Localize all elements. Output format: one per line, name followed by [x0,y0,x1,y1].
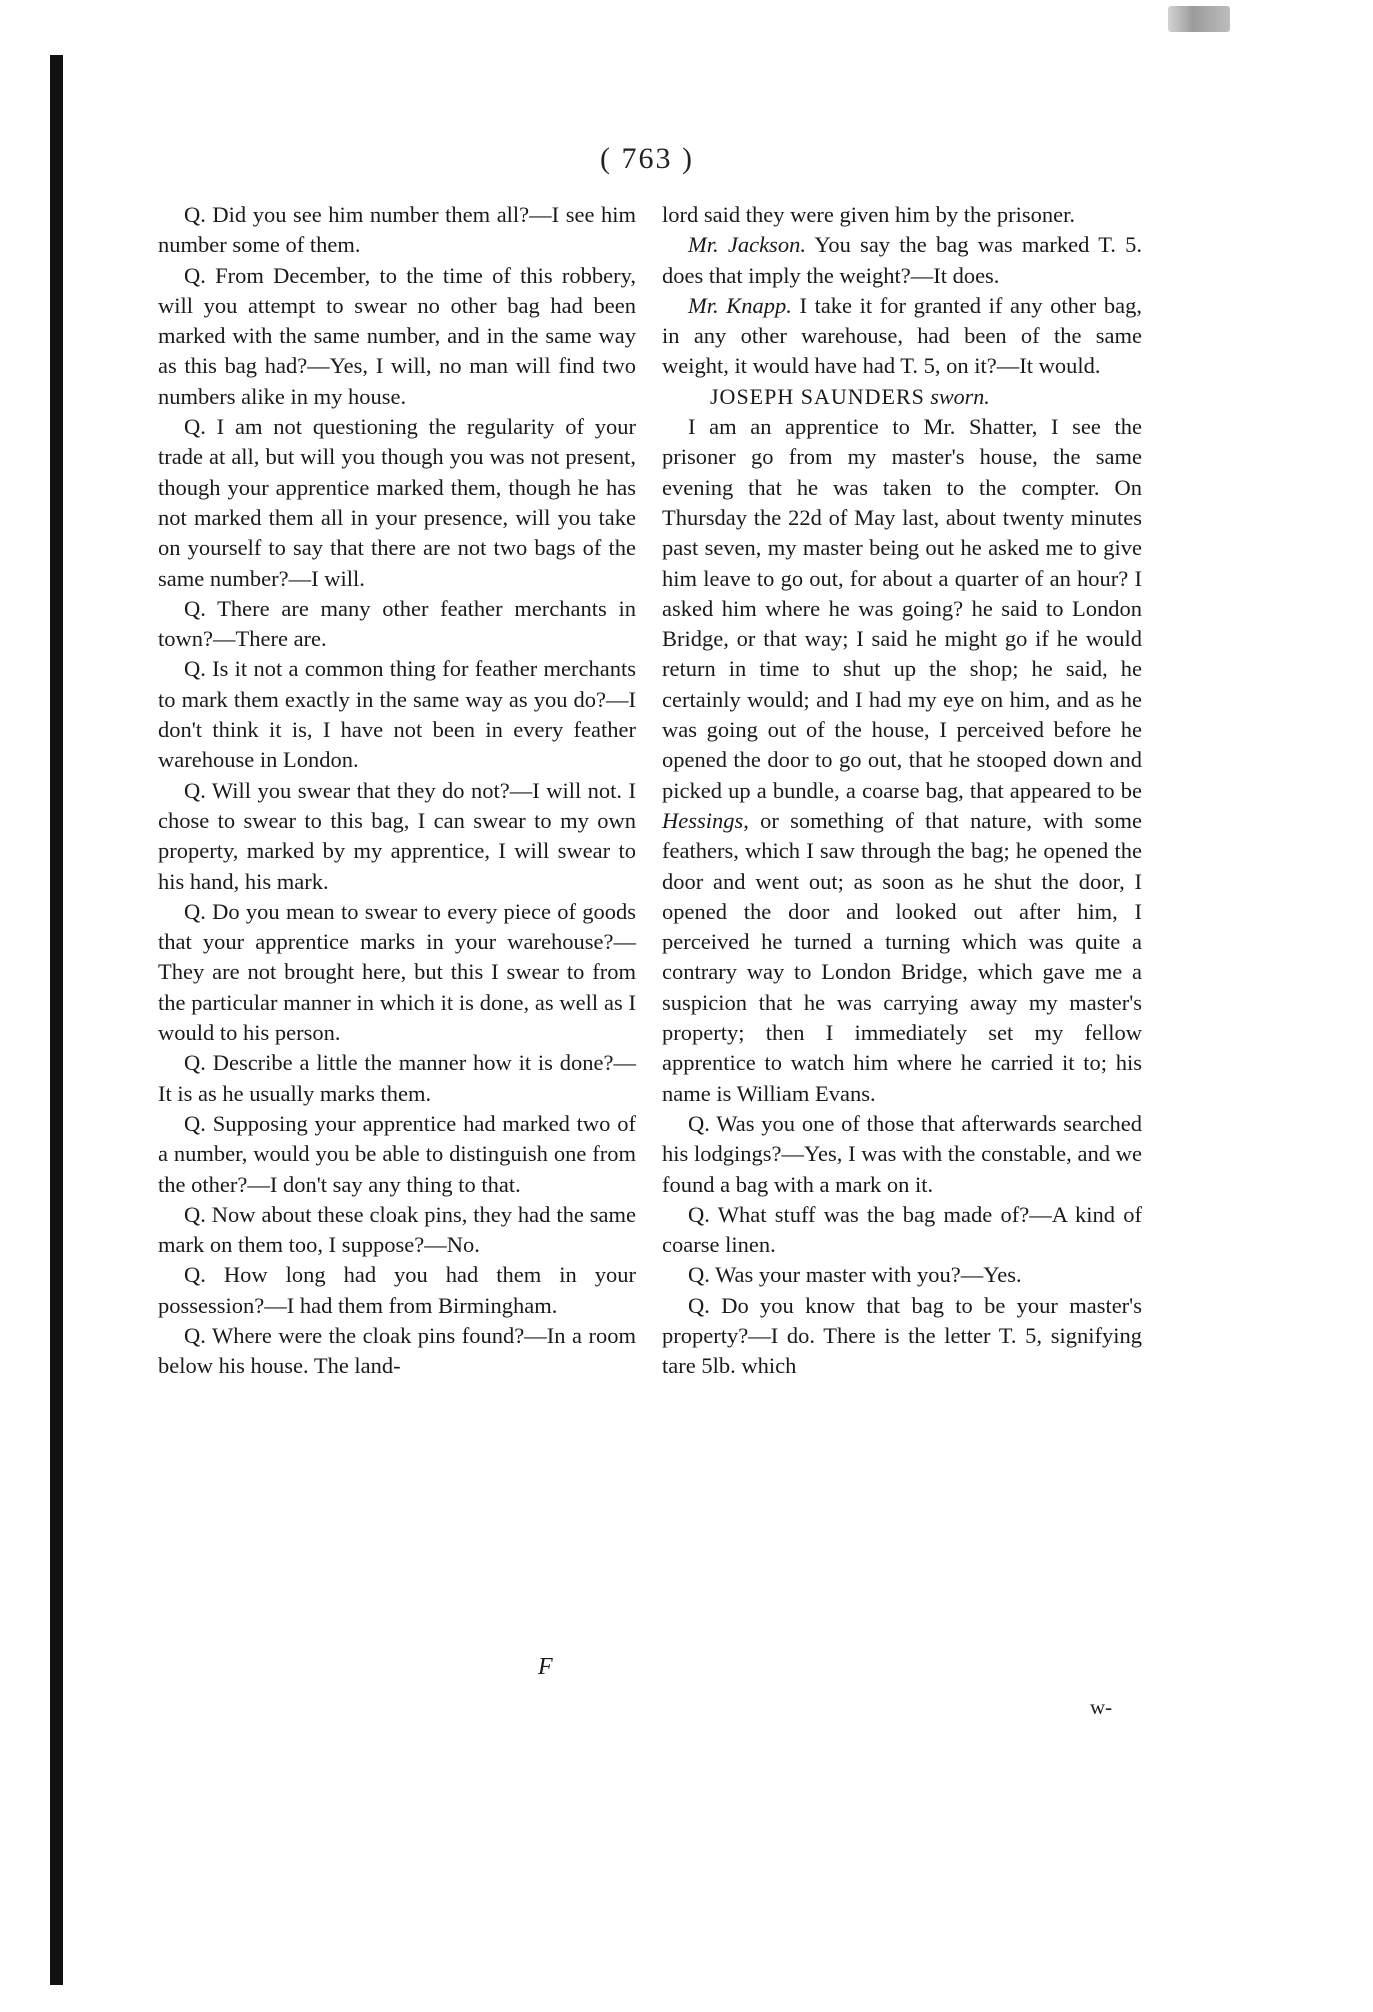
speaker-name: Mr. Jackson. [688,232,806,258]
page-spine-shadow [50,55,63,1985]
signature-mark: F [538,1654,553,1680]
testimony-text-end: , or something of that nature, with some feathers, which I saw through the bag; he opened the door and went out; as soon as he shut the door, I opened the door and looked out after him, I perceived he turned a turning which was quite a contrary way to London Bridge, which gave me a suspicion that he was carrying away my master's property; then I immediately set my fellow apprentice to watch him where he carried it to; his name is William Evans. [662,807,1142,1106]
left-column [158,200,636,1382]
paragraph: Q. Where were the cloak pins found?—In a room below his house. The land- [158,1322,636,1379]
paragraph: Q. Now about these cloak pins, they had the same mark on them too, I suppose?—No. [158,1201,636,1258]
paragraph-testimony [662,412,1142,1109]
witness-heading [662,382,1142,412]
paragraph: Q. Supposing your apprentice had marked two of a number, would you be able to distinguish one from the other?—I don't say any thing to that. [158,1110,636,1197]
paragraph: Q. Will you swear that they do not?—I will not. I chose to swear to this bag, I can swear to my own property, marked by my apprentice, I will swear to his hand, his mark. [158,777,636,894]
catchword: w- [1090,1695,1113,1719]
paragraph: Q. Do you know that bag to be your master's property?—I do. There is the letter T. 5, signifying tare 5lb. which [662,1292,1142,1379]
page-number: ( 763 ) [600,142,694,175]
right-column [662,200,1142,1382]
witness-sworn: sworn. [924,383,990,409]
paragraph-counsel-knapp [662,291,1142,382]
paragraph: Q. There are many other feather merchants in town?—There are. [158,595,636,652]
paragraph-counsel-jackson [662,230,1142,291]
paragraph: Q. How long had you had them in your possession?—I had them from Birmingham. [158,1262,636,1318]
paragraph-continuation: lord said they were given him by the prisoner. [662,202,1076,227]
paragraph: Q. Was your master with you?—Yes. [688,1262,1022,1288]
scan-smudge [1168,6,1230,32]
testimony-text: I am an apprentice to Mr. Shatter, I see the prisoner go from my master's house, the same evening that he was taken to the compter. On Thursday the 22d of May last, about twenty minutes past seven, my master being out he asked me to give him leave to go out, for about a quarter of an hour? I asked him where he was going? he said to London Bridge, or that way; I said he might go if he would return in time to shut up the shop; he said, he certainly would; and I had my eye on him, and as he was going out of the house, I perceived before he opened the door to go out, that he stooped down and picked up a bundle, a coarse bag, that appeared to be [662,414,1142,803]
paragraph: Q. Did you see him number them all?—I see him number some of them. [158,202,636,258]
speaker-text: I take it for granted if any other bag, in any other warehouse, had been of the same weight, it would have had T. 5, on it?—It would. [662,292,1143,379]
paragraph: Q. Is it not a common thing for feather merchants to mark them exactly in the same way as you do?—I don't think it is, I have not been in every feather warehouse in London. [158,656,636,773]
paragraph: Q. Do you mean to swear to every piece of goods that your apprentice marks in your warehouse?—They are not brought here, but this I swear to from the particular manner in which it is done, as well as I would to his person. [158,898,636,1046]
paragraph: Q. I am not questioning the regularity of your trade at all, but will you though you was not present, though your apprentice marked them, though he has not marked them all in your presence, will you take on yourself to say that there are not two bags of the same number?—I will. [158,414,636,591]
paragraph: Q. Was you one of those that afterwards searched his lodgings?—Yes, I was with the constable, and we found a bag with a mark on it. [662,1110,1142,1197]
paragraph: Q. From December, to the time of this robbery, will you attempt to swear no other bag had been marked with the same number, and in the same way as this bag had?—Yes, I will, no man will find two numbers alike in my house. [158,262,636,409]
speaker-text: You say the bag was marked T. 5. does that imply the weight?—It does. [662,232,1142,288]
speaker-name: Mr. Knapp. [688,292,792,318]
witness-name: JOSEPH SAUNDERS [710,383,925,409]
testimony-italic: Hessings [662,807,744,833]
paragraph: Q. What stuff was the bag made of?—A kind of coarse linen. [662,1201,1142,1258]
paragraph: Q. Describe a little the manner how it is done?—It is as he usually marks them. [158,1050,636,1106]
